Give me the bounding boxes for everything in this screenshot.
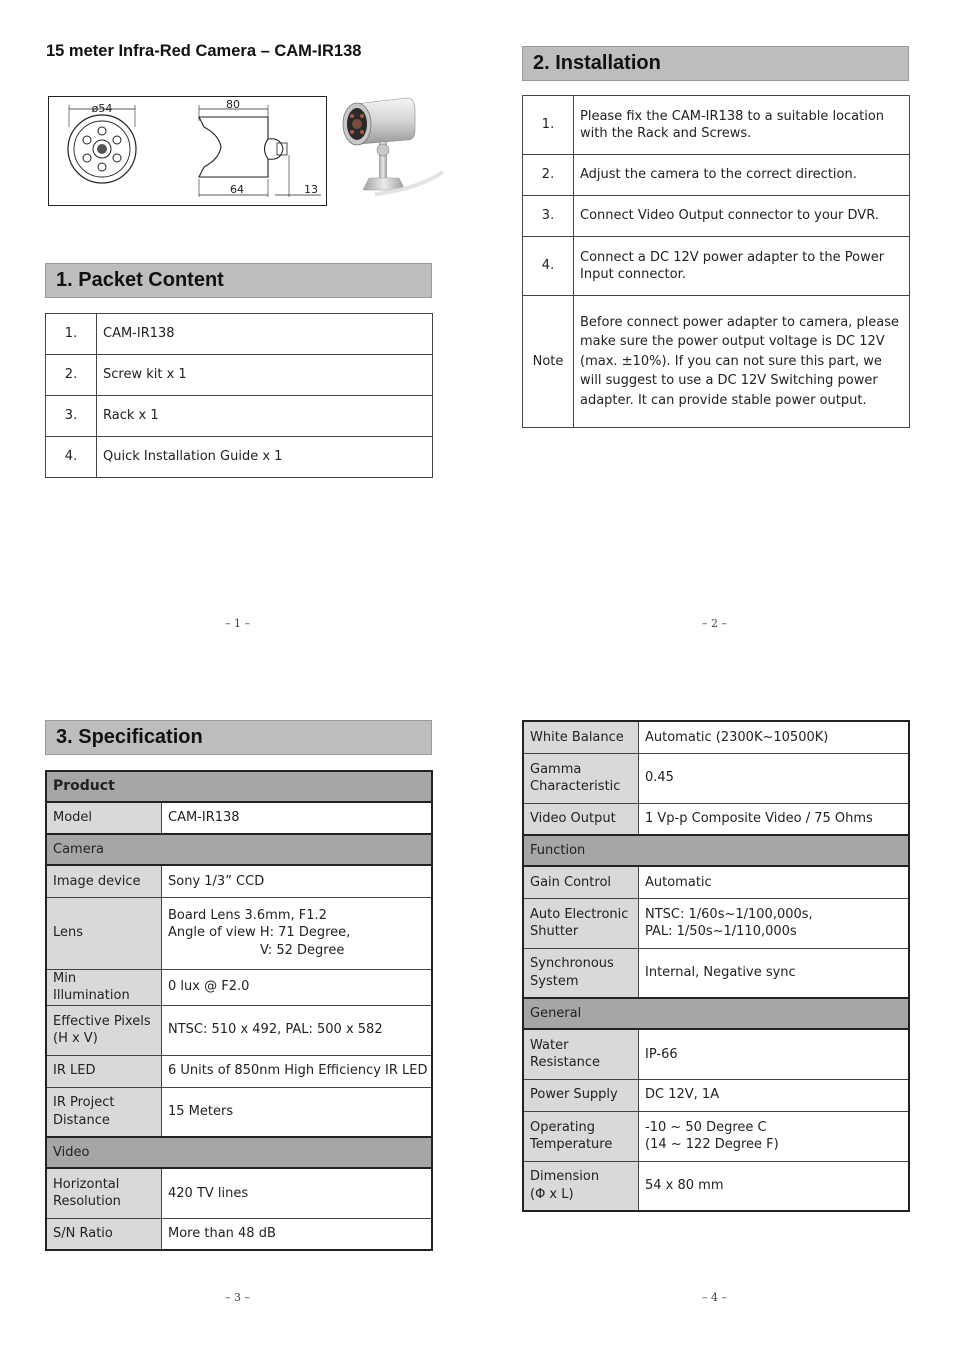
spec-value: NTSC: 510 x 492, PAL: 500 x 582 [162,1005,433,1055]
label-line: IR Project [53,1095,115,1111]
group-label: Camera [46,834,432,865]
group-label: Product [46,771,432,802]
spec-row [523,753,909,803]
packet-content-table [45,313,433,478]
spec-label [46,1005,162,1055]
row-text: Rack x 1 [97,396,433,437]
row-number: 2. [523,155,574,196]
spec-label: Image device [46,865,162,897]
label-line: Dimension [530,1169,600,1185]
spec-label: Gain Control [523,866,639,898]
table-row [523,96,910,155]
label-line: System [530,973,579,989]
camera-photo [335,94,445,210]
label-line: (Φ x L) [530,1186,574,1202]
spec-row [523,1079,909,1111]
spec-value: Automatic [639,866,910,898]
spec-label: Power Supply [523,1079,639,1111]
lens-line: Board Lens 3.6mm, F1.2 [168,907,327,923]
spec-value [162,897,433,969]
spec-value [639,1111,910,1161]
table-row [523,196,910,237]
spec-value [639,898,910,948]
row-number: 3. [523,196,574,237]
row-number: 4. [46,437,97,478]
table-row [46,437,433,478]
specification-table [45,770,433,1251]
page-number-4: – 4 – [702,1291,727,1304]
spec-label [523,1161,639,1211]
label-line: Gamma [530,761,582,777]
spec-row [523,898,909,948]
spec-label: Min Illumination [46,969,162,1005]
label-line: Resistance [530,1055,601,1071]
dim-length: 80 [226,98,240,111]
spec-value: 0 lux @ F2.0 [162,969,433,1005]
group-label: Video [46,1137,432,1168]
spec-label: Video Output [523,803,639,835]
table-row [523,155,910,196]
label-line: Effective Pixels [53,1013,151,1029]
row-number: 2. [46,355,97,396]
spec-value: CAM-IR138 [162,802,433,834]
spec-value: More than 48 dB [162,1218,433,1250]
spec-label [523,898,639,948]
spec-value: 420 TV lines [162,1168,433,1218]
spec-row [46,802,432,834]
group-row-function [523,835,909,866]
spec-row [46,897,432,969]
spec-value: 54 x 80 mm [639,1161,910,1211]
table-row [523,237,910,296]
document-title: 15 meter Infra-Red Camera – CAM-IR138 [46,42,362,60]
row-number: 4. [523,237,574,296]
group-row-general [523,998,909,1029]
dim-tip: 13 [304,183,318,196]
spec-value: 15 Meters [162,1087,433,1137]
section-title-packet-content: 1. Packet Content [45,263,432,298]
spec-row [523,1161,909,1211]
row-number: 1. [46,314,97,355]
spec-row [46,865,432,897]
spec-row [523,948,909,998]
spec-row [46,1168,432,1218]
spec-row [46,969,432,1005]
note-label: Note [523,296,574,428]
spec-label [46,1087,162,1137]
spec-row [46,1055,432,1087]
label-line: Operating [530,1119,595,1135]
table-row-note [523,296,910,428]
dim-body: 64 [230,183,244,196]
row-text: Connect Video Output connector to your DVR. [574,196,910,237]
spec-label: White Balance [523,721,639,753]
group-row-camera [46,834,432,865]
note-text: Before connect power adapter to camera, please make sure the power output voltage is DC 12V (max. ±10%). If you can not sure this part, we will suggest to use a DC 12V Switching power adapter. It can provide stable power output. [574,296,910,428]
label-line: Water [530,1037,569,1053]
spec-label [523,948,639,998]
spec-row [46,1005,432,1055]
table-row [46,314,433,355]
dim-diameter: ø54 [91,102,113,115]
spec-label: Model [46,802,162,834]
dimension-drawing [48,96,327,206]
spec-value: Internal, Negative sync [639,948,910,998]
spec-row [523,803,909,835]
spec-label [46,1168,162,1218]
spec-row [46,1087,432,1137]
row-text: Screw kit x 1 [97,355,433,396]
value-line: NTSC: 1/60s~1/100,000s, [645,906,813,922]
lens-line: Angle of view H: 71 Degree, [168,925,351,941]
row-number: 1. [523,96,574,155]
label-line: Resolution [53,1194,121,1210]
page-number-3: – 3 – [225,1291,250,1304]
row-text: Please fix the CAM-IR138 to a suitable location with the Rack and Screws. [574,96,910,155]
spec-value: IP-66 [639,1029,910,1079]
label-line: Horizontal [53,1176,120,1192]
spec-value: DC 12V, 1A [639,1079,910,1111]
value-line: -10 ~ 50 Degree C [645,1119,767,1135]
specification-table-continued [522,720,910,1212]
row-text: Connect a DC 12V power adapter to the Power Input connector. [574,237,910,296]
spec-label: IR LED [46,1055,162,1087]
group-row-product [46,771,432,802]
group-row-video [46,1137,432,1168]
page-number-2: – 2 – [702,617,727,630]
table-row [46,396,433,437]
value-line: PAL: 1/50s~1/110,000s [645,924,797,939]
row-text: CAM-IR138 [97,314,433,355]
label-line: Distance [53,1112,110,1128]
spec-label [523,1111,639,1161]
spec-label: S/N Ratio [46,1218,162,1250]
spec-label: Lens [46,897,162,969]
section-title-installation: 2. Installation [522,46,909,81]
spec-row [46,1218,432,1250]
row-text: Adjust the camera to the correct direction. [574,155,910,196]
label-line: Temperature [530,1137,613,1152]
label-line: Characteristic [530,779,621,794]
section-title-specification: 3. Specification [45,720,432,755]
spec-value: Automatic (2300K~10500K) [639,721,910,753]
spec-label [523,753,639,803]
spec-row [523,1111,909,1161]
spec-row [523,866,909,898]
spec-value: 0.45 [639,753,910,803]
spec-value: 1 Vp-p Composite Video / 75 Ohms [639,803,910,835]
label-line: (H x V) [53,1031,98,1046]
camera-dimension-diagram [49,97,326,205]
spec-row [523,1029,909,1079]
spec-value: Sony 1/3” CCD [162,865,433,897]
label-line: Auto Electronic [530,906,629,922]
value-line: (14 ~ 122 Degree F) [645,1137,779,1152]
spec-row [523,721,909,753]
page-number-1: – 1 – [225,617,250,630]
installation-table [522,95,910,428]
lens-line: V: 52 Degree [260,942,345,958]
table-row [46,355,433,396]
group-label: Function [523,835,909,866]
spec-label [523,1029,639,1079]
group-label: General [523,998,909,1029]
row-text: Quick Installation Guide x 1 [97,437,433,478]
row-number: 3. [46,396,97,437]
label-line: Synchronous [530,956,614,972]
spec-value: 6 Units of 850nm High Efficiency IR LED [162,1055,433,1087]
label-line: Shutter [530,924,579,939]
